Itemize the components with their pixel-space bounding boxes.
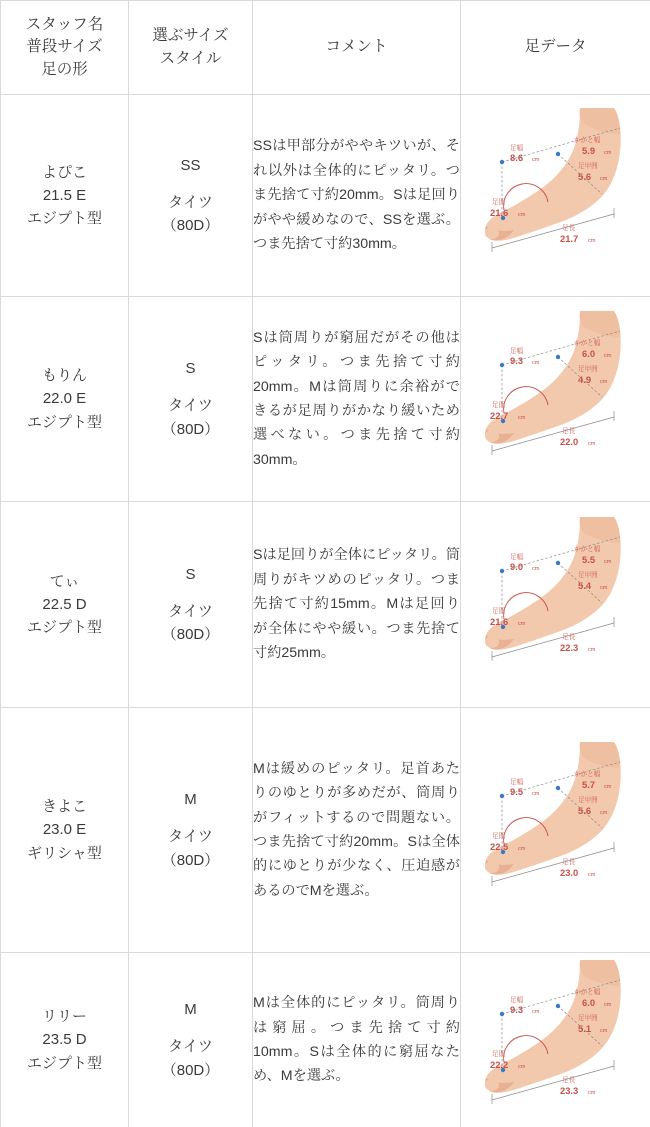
heel-width-label: かかと幅 (573, 989, 600, 996)
heel-width-unit: cm (603, 1002, 611, 1008)
foot-diagram (462, 732, 650, 928)
instep-unit: cm (599, 810, 607, 816)
chosen-style: タイツ (168, 828, 213, 846)
girth-unit: cm (517, 211, 525, 218)
girth-label: 足囲 (491, 607, 505, 615)
header-chosen-size-line2: スタイル (159, 49, 222, 67)
length-unit: cm (587, 237, 595, 244)
size-gap (129, 380, 252, 394)
length-label: 足長 (561, 224, 575, 232)
staff-foot-type: エジプト型 (26, 413, 102, 431)
foot-width-unit: cm (531, 791, 539, 797)
heel-width-value: 6.0 (581, 997, 595, 1008)
staff-name: もりん (41, 367, 87, 385)
length-value: 21.7 (559, 232, 578, 244)
heel-width-value: 5.9 (581, 144, 595, 156)
girth-value: 21.6 (489, 615, 508, 627)
instep-label: 足甲囲 (577, 571, 598, 579)
chosen-style-detail: （80D） (161, 217, 220, 235)
header-chosen-size-line1: 選ぶサイズ (152, 27, 229, 45)
chosen-style: タイツ (168, 602, 213, 620)
header-comment-line1: コメント (325, 38, 388, 56)
chosen-size-cell (129, 708, 253, 953)
table-body (1, 95, 650, 1127)
girth-unit: cm (517, 1064, 525, 1070)
foot-shape (485, 108, 621, 241)
foot-data-cell (461, 708, 650, 953)
length-value: 22.0 (559, 436, 578, 447)
instep-unit: cm (599, 584, 607, 591)
header-foot-data-line1: 足データ (524, 38, 587, 56)
foot-illustration-icon (462, 507, 650, 703)
length-unit: cm (587, 1090, 595, 1096)
heel-width-value: 5.5 (581, 553, 595, 565)
staff-name-cell (1, 297, 129, 502)
chosen-style-detail: （80D） (161, 851, 220, 869)
girth-value: 22.5 (489, 841, 508, 852)
girth-label: 足囲 (491, 198, 505, 206)
table-header-row (1, 1, 650, 95)
staff-foot-type: エジプト型 (26, 1054, 102, 1072)
foot-width-value: 8.6 (509, 151, 523, 163)
instep-value: 5.6 (577, 805, 591, 816)
foot-data-cell (461, 953, 650, 1127)
chosen-size: SS (180, 156, 201, 174)
chosen-size: M (184, 1001, 197, 1019)
table-row (1, 95, 650, 297)
foot-shape (485, 742, 621, 875)
girth-value: 21.6 (489, 206, 508, 218)
comment-cell: Sは足回りが全体にピッタリ。筒周りがキツめのピッタリ。つま先捨て寸約15mm。Mは足回りが全体にやや緩い。つま先捨て寸約25mm。 (253, 502, 461, 708)
heel-width-unit: cm (603, 149, 611, 156)
foot-width-unit: cm (531, 1009, 539, 1015)
girth-unit: cm (517, 415, 525, 421)
header-comment (253, 1, 461, 95)
staff-usual-size: 23.5 D (42, 1031, 87, 1049)
length-unit: cm (587, 872, 595, 878)
foot-width-value: 9.3 (509, 355, 523, 366)
table-row (1, 708, 650, 953)
instep-unit: cm (599, 175, 607, 182)
staff-usual-size: 22.5 D (42, 595, 87, 613)
staff-foot-type: ギリシャ型 (27, 844, 102, 862)
staff-foot-type: エジプト型 (26, 210, 102, 228)
table-row (1, 297, 650, 502)
size-gap (129, 586, 252, 600)
header-staff-name (1, 1, 129, 95)
foot-illustration-icon (462, 301, 650, 497)
staff-usual-size: 23.0 E (42, 821, 87, 839)
chosen-size-cell (129, 297, 253, 502)
staff-name: きよこ (41, 798, 87, 816)
heel-width-label: かかと幅 (573, 340, 600, 347)
instep-value: 5.4 (577, 579, 591, 591)
foot-diagram (462, 507, 650, 703)
comment-cell: Sは筒周りが窮屈だがその他はピッタリ。つま先捨て寸約20mm。Mは筒周りに余裕ができるが足周りがかなり緩いため選べない。つま先捨て寸約30mm。 (253, 297, 461, 502)
staff-name-cell (1, 95, 129, 297)
staff-name: てぃ (49, 572, 80, 590)
size-gap (129, 811, 252, 825)
staff-name-cell (1, 502, 129, 708)
girth-label: 足囲 (491, 833, 505, 840)
length-value: 23.3 (559, 1085, 578, 1096)
instep-label: 足甲囲 (577, 797, 598, 804)
foot-width-label: 足幅 (509, 997, 523, 1004)
foot-shape (485, 517, 621, 650)
foot-width-label: 足幅 (509, 779, 523, 786)
girth-unit: cm (517, 620, 525, 627)
staff-name-cell (1, 953, 129, 1127)
chosen-size: M (184, 791, 197, 809)
foot-diagram (462, 301, 650, 497)
header-staff-name-line2: 普段サイズ (26, 38, 103, 56)
foot-data-cell (461, 502, 650, 708)
foot-illustration-icon (462, 732, 650, 928)
heel-width-value: 5.7 (581, 779, 595, 790)
instep-label: 足甲囲 (577, 366, 598, 373)
chosen-size: S (185, 360, 196, 378)
length-unit: cm (587, 646, 595, 653)
heel-width-unit: cm (603, 784, 611, 790)
foot-width-label: 足幅 (509, 348, 523, 355)
instep-value: 5.1 (577, 1023, 591, 1034)
length-value: 22.3 (559, 641, 578, 653)
chosen-style: タイツ (168, 1038, 213, 1056)
chosen-style-detail: （80D） (161, 1061, 220, 1079)
length-value: 23.0 (559, 867, 578, 878)
instep-unit: cm (599, 379, 607, 385)
foot-illustration-icon (462, 98, 650, 294)
heel-width-value: 6.0 (581, 348, 595, 359)
staff-name: リリー (41, 1008, 87, 1026)
instep-unit: cm (599, 1028, 607, 1034)
foot-width-label: 足幅 (509, 144, 523, 152)
size-gap (129, 177, 252, 191)
heel-width-label: かかと幅 (573, 771, 600, 778)
heel-width-unit: cm (603, 353, 611, 359)
staff-foot-type: エジプト型 (26, 619, 102, 637)
girth-label: 足囲 (491, 402, 505, 409)
foot-width-unit: cm (531, 156, 539, 163)
table-row (1, 953, 650, 1127)
header-staff-name-line1: スタッフ名 (25, 15, 104, 33)
heel-width-label: かかと幅 (573, 136, 600, 144)
chosen-style: タイツ (168, 397, 213, 415)
foot-shape (485, 960, 621, 1093)
girth-unit: cm (517, 846, 525, 852)
staff-usual-size: 22.0 E (42, 390, 87, 408)
girth-value: 22.7 (489, 410, 508, 421)
foot-illustration-icon (462, 954, 650, 1126)
foot-diagram (462, 98, 650, 294)
foot-diagram (462, 954, 650, 1126)
length-unit: cm (587, 441, 595, 447)
staff-usual-size: 21.5 E (42, 186, 87, 204)
staff-name-cell (1, 708, 129, 953)
length-label: 足長 (561, 633, 575, 641)
chosen-size-cell (129, 95, 253, 297)
header-foot-data (461, 1, 650, 95)
foot-data-cell (461, 95, 650, 297)
header-staff-name-line3: 足の形 (41, 60, 88, 78)
length-label: 足長 (561, 859, 575, 866)
instep-label: 足甲囲 (577, 162, 598, 170)
foot-width-value: 9.5 (509, 786, 523, 797)
size-gap (129, 1021, 252, 1035)
table-row (1, 502, 650, 708)
foot-width-value: 9.0 (509, 560, 523, 572)
chosen-style-detail: （80D） (161, 626, 220, 644)
foot-data-cell (461, 297, 650, 502)
comment-cell: Mは全体的にピッタリ。筒周りは窮屈。つま先捨て寸約10mm。Sは全体的に窮屈なため、Mを選ぶ。 (253, 953, 461, 1127)
instep-value: 5.6 (577, 170, 591, 182)
foot-width-label: 足幅 (509, 553, 523, 561)
foot-width-value: 9.3 (509, 1004, 523, 1015)
girth-value: 22.2 (489, 1059, 508, 1070)
foot-width-unit: cm (531, 360, 539, 366)
staff-name: よぴこ (41, 163, 87, 181)
foot-shape (485, 311, 621, 444)
foot-width-unit: cm (531, 565, 539, 572)
length-label: 足長 (561, 428, 575, 435)
instep-value: 4.9 (577, 374, 591, 385)
chosen-style-detail: （80D） (161, 420, 220, 438)
comment-cell: Mは緩めのピッタリ。足首あたりのゆとりが多めだが、筒周りがフィットするので問題ない。つま先捨て寸約20mm。Sは全体的にゆとりが少なく、圧迫感があるのでMを選ぶ。 (253, 708, 461, 953)
chosen-size-cell (129, 502, 253, 708)
comment-cell: SSは甲部分がややキツいが、それ以外は全体的にピッタリ。つま先捨て寸約20mm。Sは足回りがやや緩めなので、SSを選ぶ。つま先捨て寸約30mm。 (253, 95, 461, 297)
table-header (1, 1, 650, 95)
instep-label: 足甲囲 (577, 1015, 598, 1022)
chosen-size-cell (129, 953, 253, 1127)
length-label: 足長 (561, 1077, 575, 1084)
header-chosen-size (129, 1, 253, 95)
chosen-size: S (185, 565, 196, 583)
girth-label: 足囲 (491, 1051, 505, 1058)
chosen-style: タイツ (168, 193, 213, 211)
heel-width-label: かかと幅 (573, 545, 600, 553)
heel-width-unit: cm (603, 558, 611, 565)
